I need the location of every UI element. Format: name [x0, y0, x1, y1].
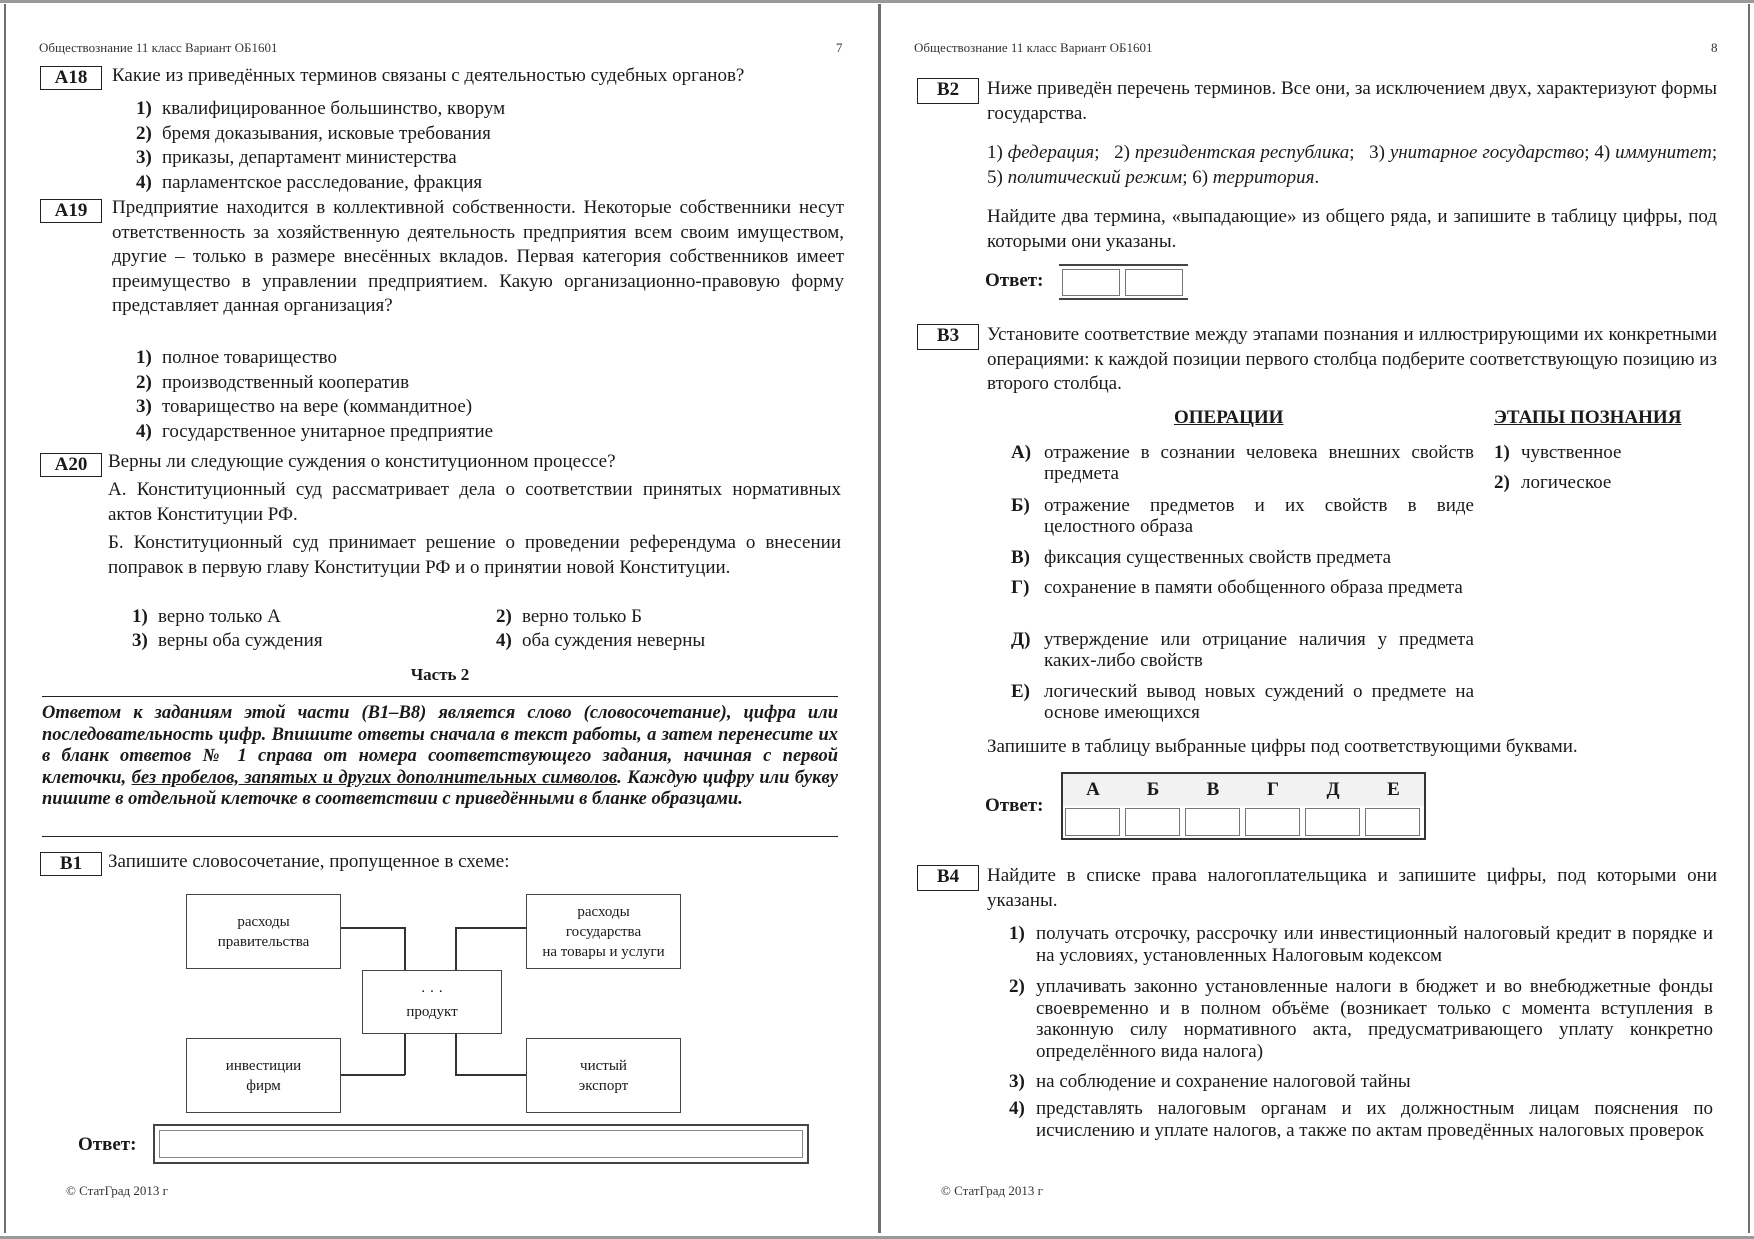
connector-line: [455, 927, 527, 929]
table-header: А: [1063, 774, 1123, 806]
option-a20-3[interactable]: [132, 629, 323, 654]
option-text: парламентское расследование, фракция: [162, 171, 483, 193]
option-text: приказы, департамент министерства: [162, 147, 457, 168]
connector-line: [455, 1033, 457, 1075]
box-text: продукт: [406, 1004, 458, 1020]
option-number: 1): [1009, 923, 1025, 944]
option-text: товарищество на вере (коммандитное): [162, 396, 473, 417]
option-a18-3[interactable]: [136, 146, 505, 171]
answer-cell-b3-d[interactable]: [1305, 808, 1360, 836]
box-text: расходы: [577, 903, 630, 920]
answer-label-b2: Ответ:: [985, 270, 1044, 291]
box-text: расходы: [237, 913, 290, 930]
options-a18: [136, 97, 505, 195]
diagram-box-firm-investment: [186, 1038, 341, 1113]
option-a20-1[interactable]: [132, 605, 281, 630]
option-a19-3[interactable]: [136, 395, 493, 420]
question-label-a19: А19: [40, 199, 102, 223]
diagram-box-state-spending: [526, 894, 681, 969]
answer-cell-b2-2[interactable]: [1125, 269, 1183, 296]
question-b2-task: Найдите два термина, «выпадающие» из общего ряда, и запишите в таблицу цифры, под которыми они указаны.: [987, 206, 1717, 252]
term-3: 3) унитарное государство;: [1369, 142, 1590, 163]
option-a19-1[interactable]: [136, 346, 493, 371]
term-4: 4) иммунитет;: [1594, 142, 1718, 163]
divider-bottom: [42, 836, 838, 837]
question-a20-text: Верны ли следующие суждения о конституционном процессе?: [108, 451, 616, 472]
operation-letter: В): [1011, 547, 1030, 568]
option-number: 1): [136, 98, 152, 119]
connector-line: [404, 927, 406, 971]
answer-field-b1[interactable]: [153, 1124, 809, 1164]
option-number: 2): [136, 371, 152, 393]
diagram-box-government-spending: [186, 894, 341, 969]
option-number: 4): [1009, 1098, 1025, 1119]
option-text: бремя доказывания, исковые требования: [162, 122, 491, 144]
option-b4-1[interactable]: получать отсрочку, рассрочку или инвестиционный налоговый кредит в порядке и на условиях, установленных Налоговым кодексом: [1036, 923, 1713, 966]
option-number: 1): [136, 347, 152, 368]
term-number: 1): [987, 142, 1003, 163]
option-a19-4[interactable]: [136, 420, 493, 445]
operation-letter: Д): [1011, 629, 1031, 650]
option-text: производственный кооператив: [162, 371, 410, 393]
option-text: полное товарищество: [162, 347, 337, 368]
column-title-operations: ОПЕРАЦИИ: [1174, 407, 1284, 428]
box-text: инвестиции: [225, 1057, 302, 1074]
part-2-instructions: [42, 703, 838, 811]
term-5: 5) политический режим;: [987, 166, 1188, 188]
stage-text: чувственное: [1521, 442, 1622, 463]
term-text: территория: [1212, 166, 1315, 188]
divider-top: [42, 696, 838, 697]
connector-line: [339, 1074, 405, 1076]
term-text: политический режим: [1007, 166, 1183, 188]
term-text: унитарное государство: [1389, 142, 1585, 163]
page-8: [878, 4, 1750, 1233]
term-2: 2) президентская республика;: [1114, 142, 1365, 163]
question-b1-text: Запишите словосочетание, пропущенное в схеме:: [108, 851, 510, 872]
box-text: чистый: [580, 1057, 627, 1074]
term-number: 3): [1369, 142, 1385, 163]
table-header: Д: [1303, 774, 1363, 806]
table-header: Е: [1363, 774, 1424, 806]
options-a19: [136, 346, 493, 444]
question-label-b1: В1: [40, 852, 102, 876]
connector-line: [455, 927, 457, 971]
b2-terms-list: [987, 141, 1717, 190]
option-b4-4[interactable]: представлять налоговым органам и их должностным лицам пояснения по исчислению и уплате налогов, а также по актам проведённых налоговых проверок: [1036, 1098, 1713, 1141]
option-number: 3): [136, 396, 152, 417]
page-7: [4, 4, 876, 1233]
part-2-title: Часть 2: [410, 665, 470, 684]
page-header: Обществознание 11 класс Вариант ОБ1601: [914, 40, 1153, 55]
question-label-b4: В4: [917, 865, 979, 891]
operation-text: логический вывод новых суждений о предмете на основе имеющихся: [1044, 681, 1474, 723]
instruction-text: Ответом к заданиям этой части (В1–В8) является слово (словосочетание), цифра или последовательность цифр. Впишите ответы сначала в текст работы, а затем перенесите их в бланк ответов № 1 справа от номера соответствующего задания, начиная с первой клеточки,: [42, 703, 838, 788]
question-label-b2: В2: [917, 78, 979, 104]
instruction-text: . Каждую цифру или букву пишите в отдельной клеточке в соответствии с приведёнными в бланке образцами.: [42, 767, 838, 809]
option-a18-2[interactable]: [136, 122, 505, 147]
operation-text: фиксация существенных свойств предмета: [1044, 547, 1392, 568]
answer-cell-b2-1[interactable]: [1062, 269, 1120, 296]
operation-text: утверждение или отрицание наличия у предмета каких-либо свойств: [1044, 629, 1474, 671]
box-text: правительства: [217, 933, 310, 950]
question-b3-intro: Установите соответствие между этапами познания и иллюстрирующими их конкретными операциями: к каждой позиции первого столбца подберите соответствующую позицию из второго столбца.: [987, 324, 1717, 394]
option-b4-3[interactable]: на соблюдение и сохранение налоговой тайны: [1036, 1071, 1411, 1092]
operation-letter: Г): [1011, 577, 1030, 598]
question-label-b3: В3: [917, 324, 979, 350]
option-text: квалифицированное большинство, кворум: [162, 98, 506, 119]
operation-letter: Е): [1011, 681, 1030, 702]
page-header: Обществознание 11 класс Вариант ОБ1601: [39, 40, 278, 55]
option-text: верно только Б: [522, 606, 643, 627]
option-number: 3): [1009, 1071, 1025, 1092]
answer-label-b1: Ответ:: [78, 1134, 137, 1155]
answer-cell-b3-b[interactable]: [1125, 808, 1180, 836]
term-number: 6): [1192, 166, 1209, 188]
option-text: верно только А: [158, 606, 281, 627]
statement-b: Б. Конституционный суд принимает решение о проведении референдума о внесении поправок в первую главу Конституции РФ и о принятии новой Конституции.: [108, 532, 841, 578]
table-header: В: [1183, 774, 1243, 806]
term-1: 1) федерация;: [987, 142, 1110, 163]
operation-text: отражение предметов и их свойств в виде целостного образа: [1044, 495, 1474, 537]
term-number: 2): [1114, 142, 1130, 163]
term-number: 4): [1594, 142, 1611, 163]
option-text: верны оба суждения: [158, 630, 323, 651]
term-text: иммунитет: [1615, 142, 1712, 163]
question-label-a20: А20: [40, 453, 102, 477]
option-text: государственное унитарное предприятие: [162, 420, 494, 442]
question-b4-text: Найдите в списке права налогоплательщика и запишите цифры, под которыми они указаны.: [987, 865, 1717, 911]
table-header: Г: [1243, 774, 1303, 806]
stage-text: логическое: [1521, 472, 1612, 493]
diagram-box-net-export: [526, 1038, 681, 1113]
connector-line: [339, 927, 405, 929]
connector-line: [455, 1074, 527, 1076]
term-text: президентская республика: [1134, 142, 1350, 163]
question-a18-text: Какие из приведённых терминов связаны с деятельностью судебных органов?: [112, 65, 745, 86]
stage-number: 1): [1494, 442, 1510, 463]
operation-letter: А): [1011, 442, 1032, 463]
answer-cell-b3-a[interactable]: [1065, 808, 1120, 836]
box-text: государства: [565, 923, 642, 940]
option-number: 1): [132, 606, 148, 627]
option-number: 2): [1009, 976, 1025, 997]
option-a20-4[interactable]: [496, 629, 705, 654]
option-text: оба суждения неверны: [522, 630, 706, 651]
page-number: 8: [1711, 40, 1718, 55]
answer-cells-b2: [1059, 264, 1188, 300]
option-number: 2): [136, 122, 152, 144]
option-a18-1[interactable]: [136, 97, 505, 122]
box-text: фирм: [246, 1077, 281, 1094]
footer-copyright: © СтатГрад 2013 г: [66, 1183, 168, 1198]
answer-cell-b3-e[interactable]: [1365, 808, 1420, 836]
option-a20-2[interactable]: [496, 605, 642, 630]
term-6: 6) территория.: [1192, 166, 1320, 188]
question-label-a18: А18: [40, 66, 102, 90]
question-a19-text: Предприятие находится в коллективной собственности. Некоторые собственники несут ответственность за хозяйственную деятельность предприятия всем своим имуществом, другие – только в размере внесённых вкладов. Первая категория собственников имеет преимущество в управлении предприятием. Какую организационно-правовую форму представляет данная организация?: [112, 197, 844, 316]
table-header: Б: [1123, 774, 1183, 806]
operation-letter: Б): [1011, 495, 1030, 516]
option-number: 4): [496, 630, 512, 651]
stage-number: 2): [1494, 472, 1510, 493]
question-b2-intro: Ниже приведён перечень терминов. Все они, за исключением двух, характеризуют формы государства.: [987, 78, 1717, 124]
box-text: экспорт: [578, 1077, 629, 1094]
answer-table-b3: [1061, 772, 1426, 840]
option-number: 2): [496, 606, 512, 627]
answer-cell-b3-v[interactable]: [1185, 808, 1240, 836]
page-number: 7: [836, 40, 843, 55]
box-text: на товары и услуги: [542, 943, 665, 960]
diagram-box-missing-product: [362, 970, 502, 1034]
instruction-underlined: без пробелов, запятых и других дополнительных символов: [131, 767, 618, 788]
option-number: 3): [132, 630, 148, 651]
option-number: 4): [136, 171, 152, 193]
option-a19-2[interactable]: [136, 371, 493, 396]
option-b4-2[interactable]: уплачивать законно установленные налоги в бюджет и во внебюджетные фонды своевременно и в полном объёме (возникает только с момента вступления в законную силу нормативного акта, предусматривающего уплату конкретно определённого вида налога): [1036, 976, 1713, 1062]
option-a18-4[interactable]: [136, 171, 505, 196]
answer-label-b3: Ответ:: [985, 795, 1044, 816]
answer-cell-b3-g[interactable]: [1245, 808, 1300, 836]
operation-text: сохранение в памяти обобщенного образа предмета: [1044, 577, 1463, 598]
b3-table-instruction: Запишите в таблицу выбранные цифры под соответствующими буквами.: [987, 736, 1578, 757]
missing-word-placeholder: · · ·: [420, 984, 444, 1000]
option-number: 4): [136, 420, 152, 442]
column-title-stages: ЭТАПЫ ПОЗНАНИЯ: [1494, 407, 1682, 428]
footer-copyright: © СтатГрад 2013 г: [941, 1183, 1043, 1198]
statement-a: А. Конституционный суд рассматривает дела о соответствии принятых нормативных актов Конституции РФ.: [108, 479, 841, 525]
connector-line: [404, 1033, 406, 1075]
term-number: 5): [987, 166, 1003, 188]
term-text: федерация: [1007, 142, 1095, 163]
option-number: 3): [136, 147, 152, 168]
operation-text: отражение в сознании человека внешних свойств предмета: [1044, 442, 1474, 484]
